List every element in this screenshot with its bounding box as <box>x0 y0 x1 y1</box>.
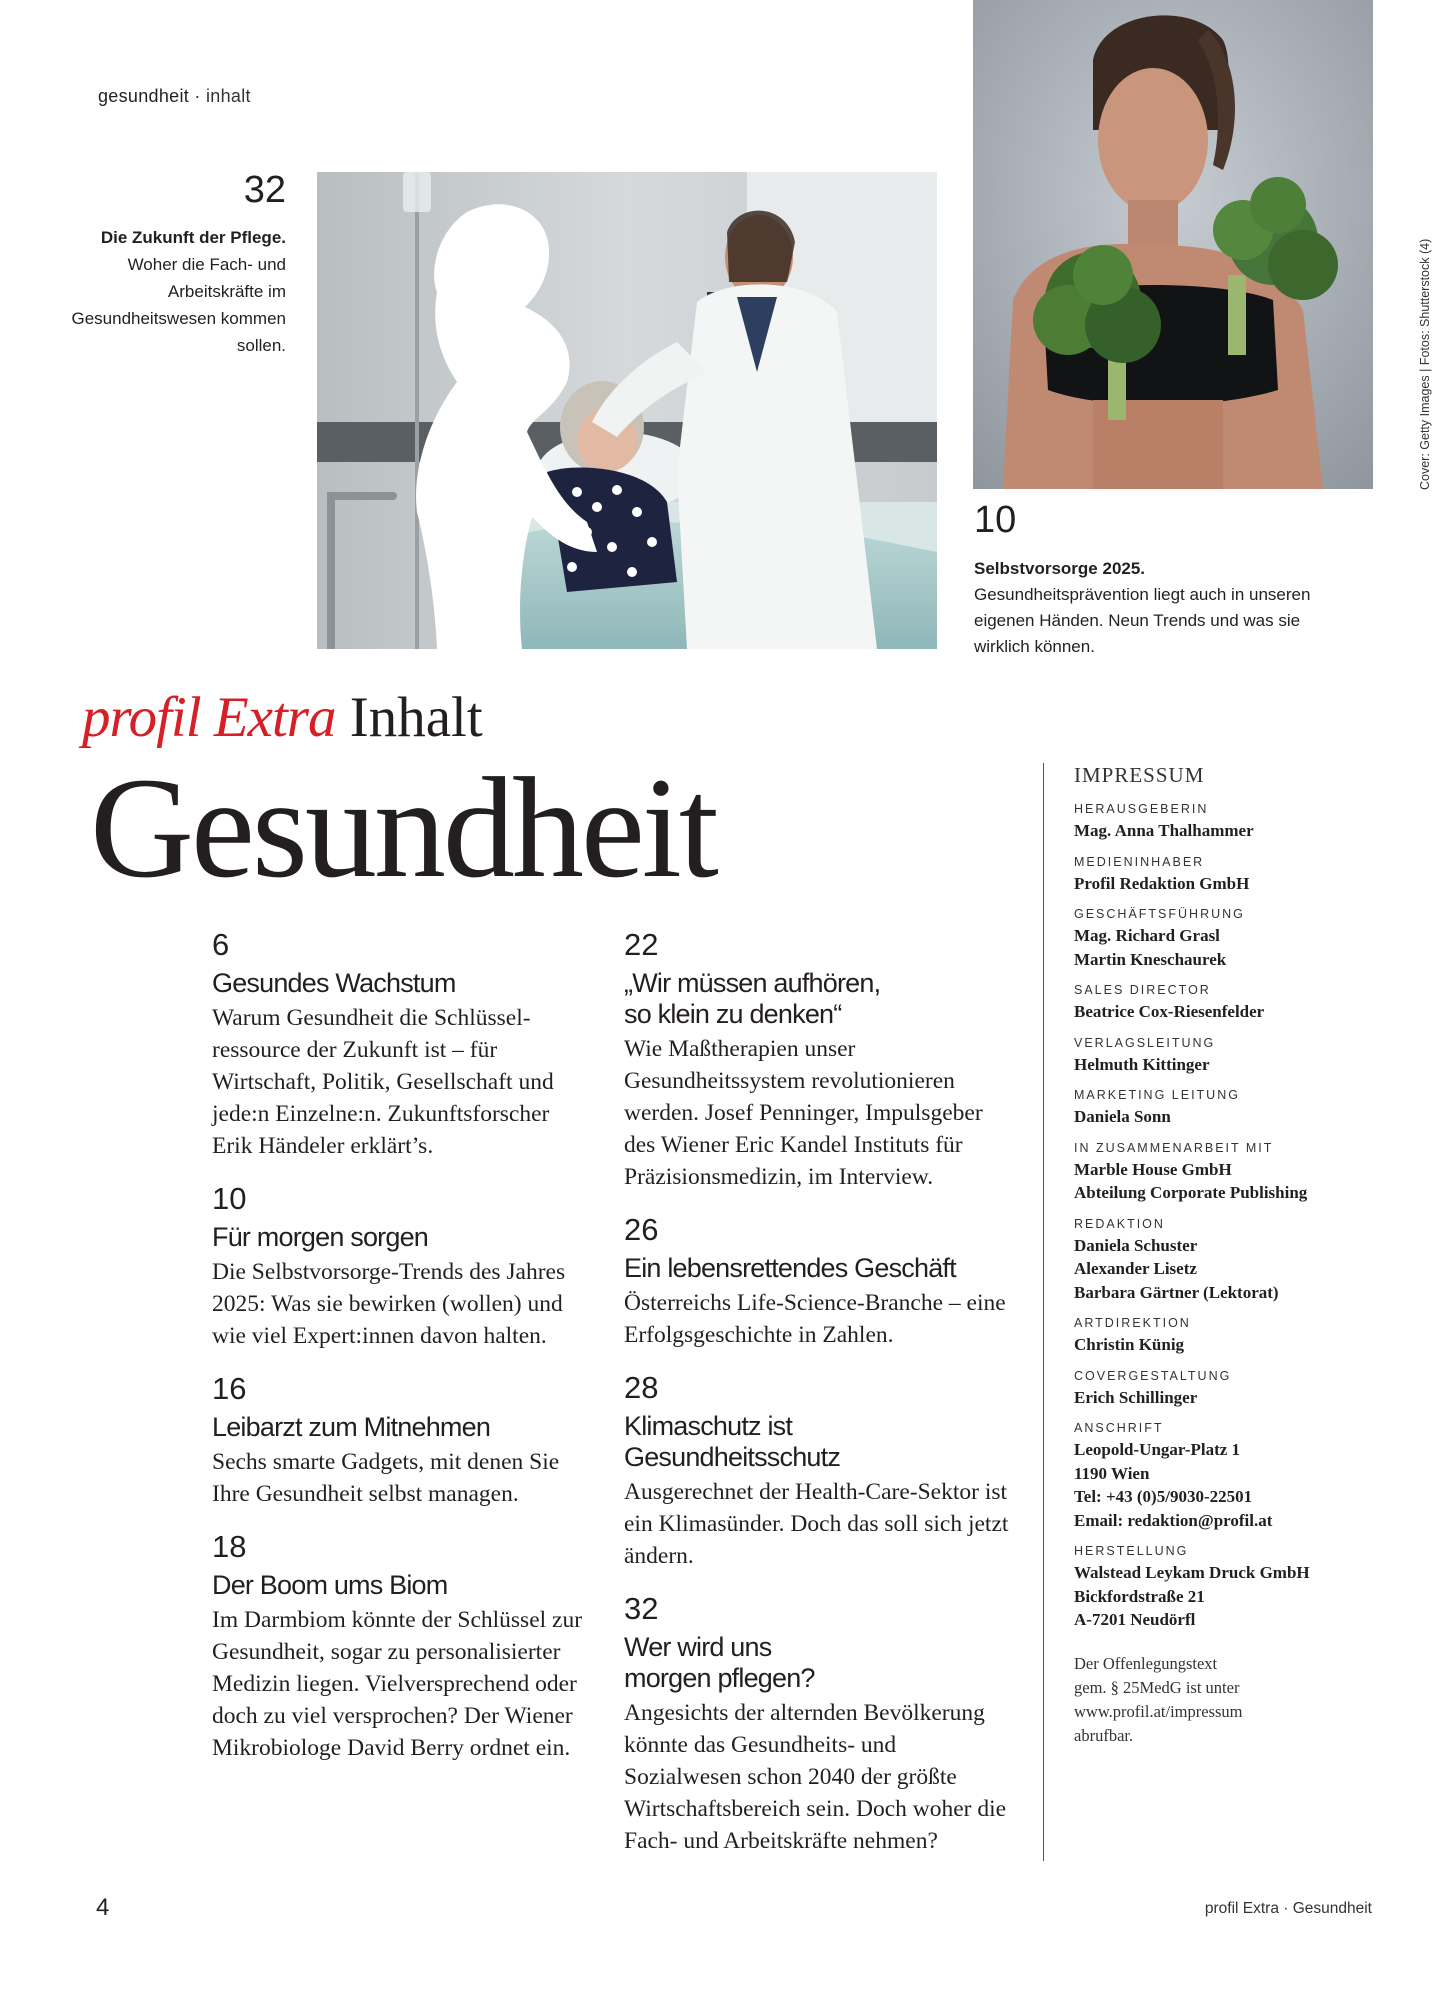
toc-entry <box>212 1372 592 1510</box>
impressum-groups <box>1074 802 1333 1632</box>
impressum-value: Walstead Leykam Druck GmbH Bickfordstraße 21 A-7201 Neudörfl <box>1074 1563 1310 1629</box>
kicker <box>82 683 483 753</box>
toc-title: Klimaschutz ist Gesundheitsschutz <box>624 1411 841 1472</box>
toc-page-number: 32 <box>624 1591 659 1626</box>
impressum-label: SALES DIRECTOR <box>1074 983 1211 997</box>
toc-entry <box>212 1182 592 1352</box>
impressum-group <box>1074 907 1333 971</box>
toc-page-number: 26 <box>624 1212 659 1247</box>
impressum-group <box>1074 1544 1333 1632</box>
toc-description: Im Darmbiom könnte der Schlüssel zur Gesundheit, sogar zu personalisierter Medizin liegen. Vielversprechend oder doch zu viel versprochen? Der Wiener Mikrobiologe David Berry ordnet ein. <box>212 1607 583 1761</box>
toc-column-right <box>624 928 1014 1877</box>
impressum-group <box>1074 1141 1333 1205</box>
impressum-group <box>1074 1088 1333 1129</box>
impressum-value: Profil Redaktion GmbH <box>1074 873 1250 893</box>
page-number: 4 <box>96 1894 110 1921</box>
toc-entry <box>624 1592 1014 1857</box>
toc-title: Ein lebensrettendes Geschäft <box>624 1253 956 1283</box>
impressum-label: GESCHÄFTSFÜHRUNG <box>1074 907 1245 921</box>
impressum-group <box>1074 1369 1333 1410</box>
kicker-label: Inhalt <box>349 686 483 749</box>
impressum-value: Helmuth Kittinger <box>1074 1054 1210 1074</box>
impressum-value: Daniela Sonn <box>1074 1107 1171 1126</box>
impressum-value: Beatrice Cox-Riesenfelder <box>1074 1002 1265 1021</box>
toc-title: Gesundes Wachstum <box>212 968 456 998</box>
header-separator: · <box>194 86 201 106</box>
feature-title: Die Zukunft der Pflege. <box>100 228 286 247</box>
brand-logo-text: profil Extra <box>82 686 336 749</box>
impressum-value: Marble House GmbH Abteilung Corporate Publishing <box>1074 1159 1308 1202</box>
impressum-value: Leopold-Ungar-Platz 1 1190 Wien Tel: +43 (0)5/9030-22501 Email: redaktion@profil.at <box>1074 1440 1273 1530</box>
hospital-photo <box>317 172 937 649</box>
impressum-label: HERAUSGEBERIN <box>1074 802 1209 816</box>
toc-entry <box>624 928 1014 1193</box>
impressum-group <box>1074 802 1333 843</box>
impressum-heading: IMPRESSUM <box>1074 763 1205 787</box>
toc-title: Der Boom ums Biom <box>212 1570 448 1600</box>
impressum-group <box>1074 1316 1333 1357</box>
toc-column-left <box>212 928 592 1784</box>
section-header <box>98 86 251 107</box>
impressum-label: HERSTELLUNG <box>1074 1544 1189 1558</box>
impressum-label: ANSCHRIFT <box>1074 1421 1164 1435</box>
impressum-label: MEDIENINHABER <box>1074 854 1205 869</box>
toc-entry <box>212 1530 592 1764</box>
toc-page-number: 28 <box>624 1370 659 1405</box>
toc-description: Wie Maßtherapien unser Gesundheitssystem revolutionieren werden. Josef Penninger, Impulsgeber des Wiener Eric Kandel Instituts für Präzisionsmedizin, im Interview. <box>624 1036 983 1190</box>
photo-credit: Cover: Getty Images | Fotos: Shutterstock (4) <box>1418 238 1432 490</box>
impressum-value: Mag. Richard Grasl Martin Kneschaurek <box>1074 926 1227 969</box>
impressum-value: Daniela Schuster Alexander Lisetz Barbara Gärtner (Lektorat) <box>1074 1235 1279 1302</box>
impressum-note: Der Offenlegungstext gem. § 25MedG ist unter www.profil.at/impressum abrufbar. <box>1074 1653 1243 1745</box>
toc-entry <box>624 1371 1014 1572</box>
impressum-label: MARKETING LEITUNG <box>1074 1088 1240 1102</box>
toc-description: Angesichts der alternden Bevölkerung könnte das Gesundheits- und Sozialwesen schon 2040 der größte Wirtschaftsbereich sein. Doch woher die Fach- und Arbeitskräfte nehmen? <box>624 1700 1007 1854</box>
page-title: Gesundheit <box>90 749 716 908</box>
toc-page-number: 16 <box>212 1371 247 1406</box>
toc-description: Warum Gesundheit die Schlüssel-ressource der Zukunft ist – für Wirtschaft, Politik, Gesellschaft und jede:n Einzelne:n. Zukunftsforscher Erik Händeler erklärt’s. <box>212 1005 554 1159</box>
toc-page-number: 10 <box>212 1181 247 1216</box>
impressum-group <box>1074 1036 1333 1077</box>
impressum-group <box>1074 855 1333 896</box>
impressum-group <box>1074 1421 1333 1532</box>
impressum-group <box>1074 983 1333 1024</box>
toc-page-number: 18 <box>212 1529 247 1564</box>
toc-description: Ausgerechnet der Health-Care-Sektor ist ein Klimasünder. Doch das soll sich jetzt ändern. <box>624 1479 1009 1569</box>
impressum-label: VERLAGSLEITUNG <box>1074 1035 1216 1050</box>
impressum-value: Erich Schillinger <box>1074 1387 1198 1407</box>
toc-entry <box>212 928 592 1162</box>
impressum-value: Christin Künig <box>1074 1335 1185 1354</box>
toc-title: Leibarzt zum Mitnehmen <box>212 1412 491 1442</box>
feature-caption-selbstvorsorge <box>974 498 1314 660</box>
toc-description: Österreichs Life-Science-Branche – eine Erfolgsgeschichte in Zahlen. <box>624 1290 1006 1348</box>
toc-description: Sechs smarte Gadgets, mit denen Sie Ihre Gesundheit selbst managen. <box>212 1449 560 1507</box>
toc-page-number: 22 <box>624 927 659 962</box>
impressum-label: ARTDIREKTION <box>1074 1316 1191 1330</box>
impressum-group <box>1074 1217 1333 1305</box>
woman-broccoli-photo <box>973 0 1373 489</box>
impressum-label: REDAKTION <box>1074 1216 1165 1231</box>
feature-page-number: 32 <box>243 169 286 211</box>
feature-text: Woher die Fach- und Arbeitskräfte im Gesundheitswesen kommen sollen. <box>71 255 286 355</box>
toc-title: Für morgen sorgen <box>212 1222 429 1252</box>
feature-text: Gesundheitsprävention liegt auch in unseren eigenen Händen. Neun Trends und was sie wirklich können. <box>974 585 1311 656</box>
subsection-label: inhalt <box>206 86 251 106</box>
impressum-label: IN ZUSAMMENARBEIT MIT <box>1074 1140 1274 1155</box>
toc-entry <box>624 1213 1014 1351</box>
toc-page-number: 6 <box>212 927 230 962</box>
section-label: gesundheit <box>98 86 190 106</box>
toc-title: Wer wird uns morgen pflegen? <box>624 1632 815 1693</box>
page-footer: profil Extra · Gesundheit <box>1204 1900 1372 1917</box>
feature-title: Selbstvorsorge 2025. <box>974 559 1146 578</box>
toc-description: Die Selbstvorsorge-Trends des Jahres 2025: Was sie bewirken (wollen) und wie viel Expert:innen davon halten. <box>212 1259 566 1349</box>
feature-page-number: 10 <box>974 499 1017 541</box>
impressum-value: Mag. Anna Thalhammer <box>1074 821 1254 840</box>
impressum-label: COVERGESTALTUNG <box>1074 1368 1232 1383</box>
impressum-box <box>1043 763 1333 1861</box>
feature-caption-pflege <box>60 168 286 359</box>
toc-title: „Wir müssen aufhören, so klein zu denken“ <box>624 968 881 1029</box>
